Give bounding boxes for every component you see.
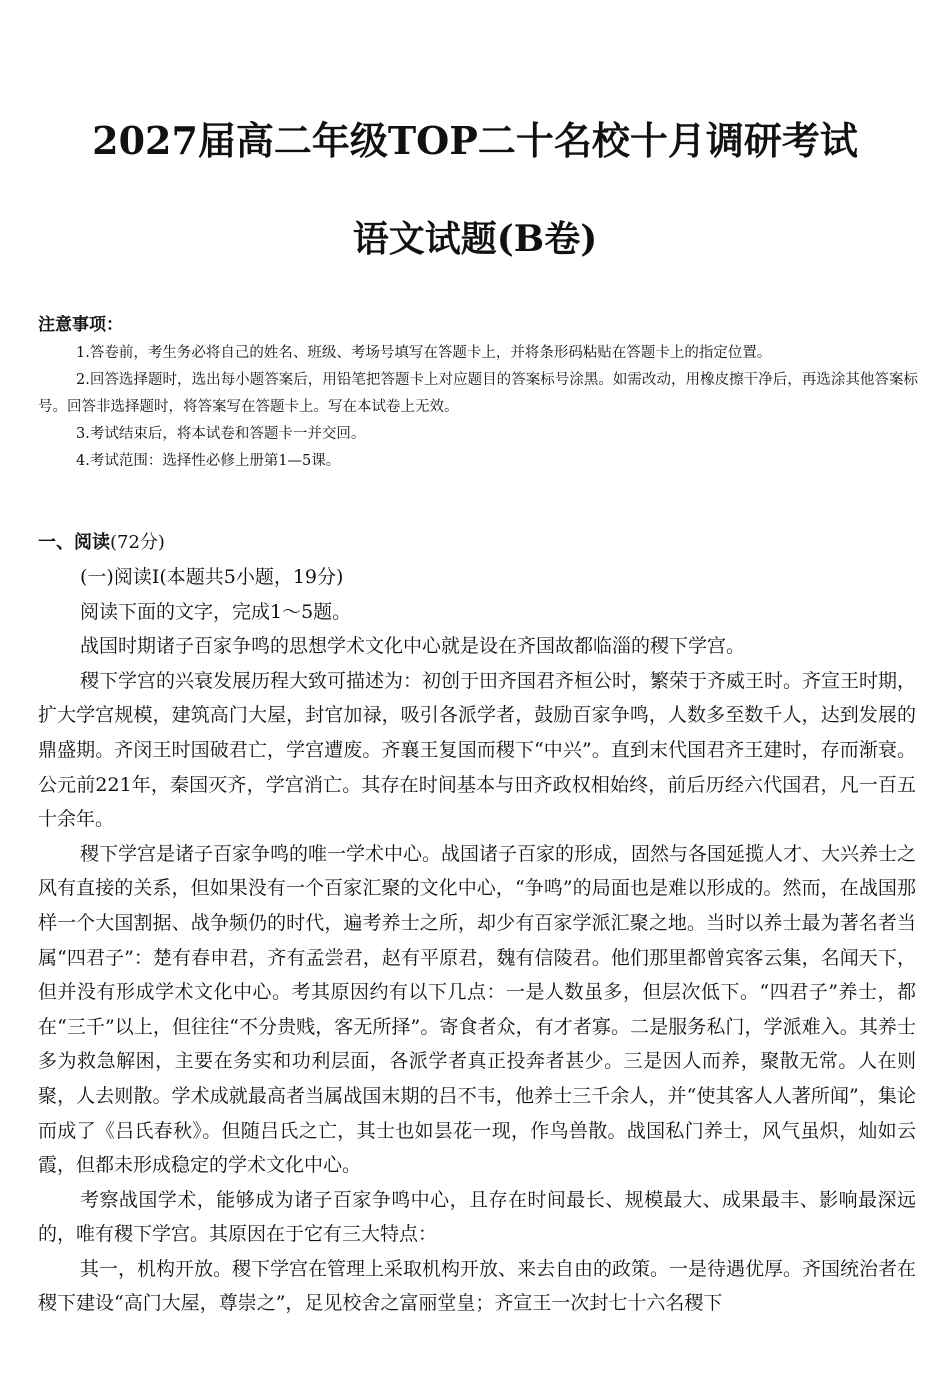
reading-section [38,528,916,1321]
passage-paragraph: 考察战国学术，能够成为诸子百家争鸣中心，且存在时间最长、规模最大、成果最丰、影响最深远的，唯有稷下学宫。其原因在于它有三大特点： [38,1188,916,1246]
section-heading [38,528,916,558]
note-item: 1.答卷前，考生务必将自己的姓名、班级、考场号填写在答题卡上，并将条形码粘贴在答题卡上的指定位置。 [76,345,772,361]
section-title: 一、阅读 [38,532,110,553]
passage-paragraph: 其一，机构开放。稷下学宫在管理上采取机构开放、来去自由的政策。一是待遇优厚。齐国统治者在稷下建设“高门大屋，尊崇之”，足见校舍之富丽堂皇；齐宣王一次封七十六名稷下 [38,1257,917,1315]
instruction: 阅读下面的文字，完成1～5题。 [80,600,352,623]
note-item: 2.回答选择题时，选出每小题答案后，用铅笔把答题卡上对应题目的答案标号涂黑。如需改动，用橡皮擦干净后，再选涂其他答案标号。回答非选择题时，将答案写在答题卡上。写在本试卷上无效。 [38,372,918,415]
section-score: (72分) [110,532,165,553]
exam-title: 2027届高二年级TOP二十名校十月调研考试 [92,118,858,163]
sub-heading: (一)阅读Ⅰ(本题共5小题，19分) [80,566,344,588]
notes-section [38,312,918,475]
note-item: 3.考试结束后，将本试卷和答题卡一并交回。 [76,426,366,442]
passage-paragraph: 稷下学宫是诸子百家争鸣的唯一学术中心。战国诸子百家的形成，固然与各国延揽人才、大兴养士之风有直接的关系，但如果没有一个百家汇聚的文化中心，“争鸣”的局面也是难以形成的。然而，在战国那样一个大国割据、战争频仍的时代，遍考养士之所，却少有百家学派汇聚之地。当时以养士最为著名者当属“四君子”：楚有春申君，齐有孟尝君，赵有平原君，魏有信陵君。他们那里都曾宾客云集，名闻天下，但并没有形成学术文化中心。考其原因约有以下几点：一是人数虽多，但层次低下。“四君子”养士，都在“三千”以上，但往往“不分贵贱，客无所择”。寄食者众，有才者寡。二是服务私门，学派难入。其养士多为救急解困，主要在务实和功利层面，各派学者真正投奔者甚少。三是因人而养，聚散无常。人在则聚，人去则散。学术成就最高者当属战国末期的吕不韦，他养士三千余人，并“使其客人人著所闻”，集论而成了《吕氏春秋》。但随吕氏之亡，其士也如昙花一现，作鸟兽散。战国私门养士，风气虽炽，灿如云霞，但都未形成稳定的学术文化中心。 [38,842,917,1177]
note-item: 4.考试范围：选择性必修上册第1—5课。 [76,453,341,469]
passage-paragraph: 战国时期诸子百家争鸣的思想学术文化中心就是设在齐国故都临淄的稷下学宫。 [80,635,746,658]
notes-heading: 注意事项： [38,315,123,335]
paper-subtitle: 语文试题(B卷) [352,218,598,260]
passage-paragraph: 稷下学宫的兴衰发展历程大致可描述为：初创于田齐国君齐桓公时，繁荣于齐威王时。齐宣王时期，扩大学宫规模，建筑高门大屋，封官加禄，吸引各派学者，鼓励百家争鸣，人数多至数千人，达到发展的鼎盛期。齐闵王时国破君亡，学宫遭废。齐襄王复国而稷下“中兴”。直到末代国君齐王建时，存而渐衰。公元前221年，秦国灭齐，学宫消亡。其存在时间基本与田齐政权相始终，前后历经六代国君，凡一百五十余年。 [38,669,917,831]
